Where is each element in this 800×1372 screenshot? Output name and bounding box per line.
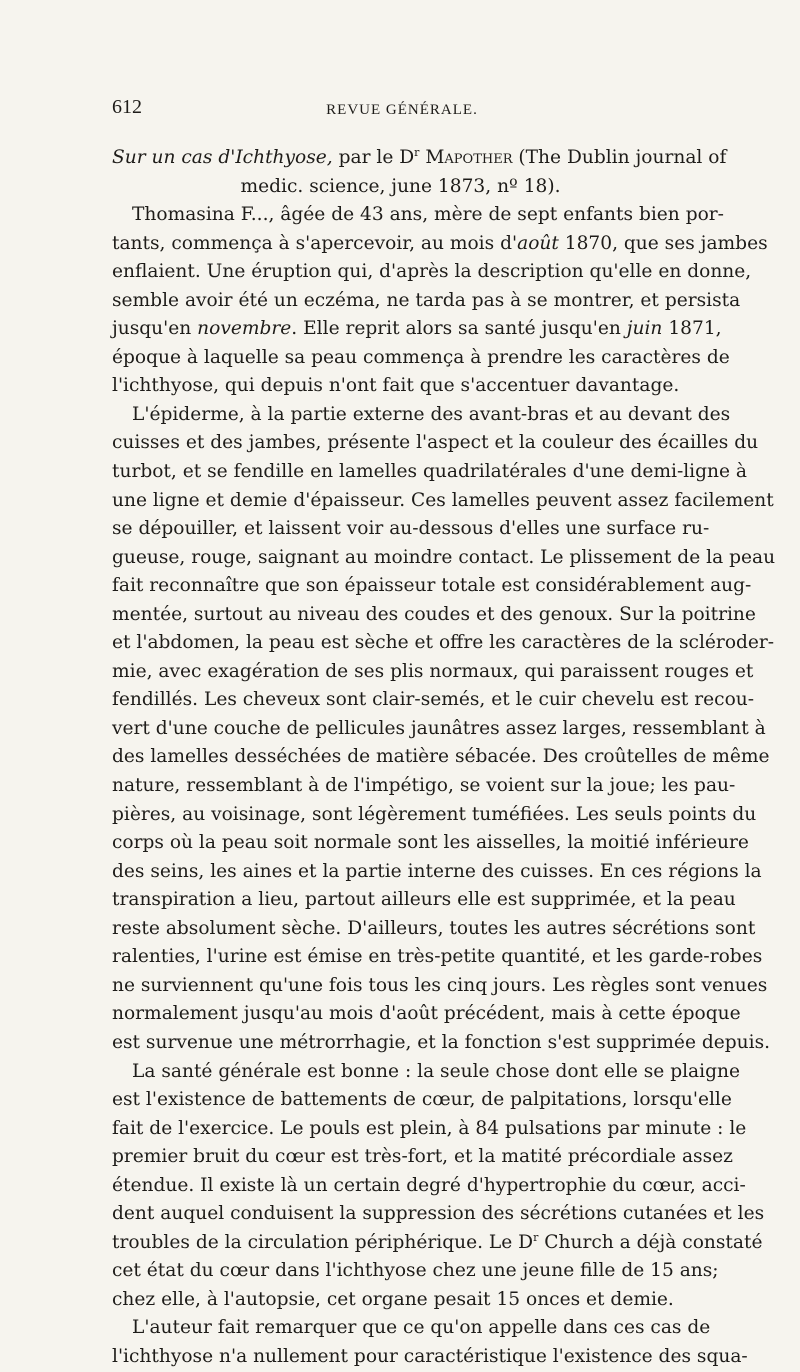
- citation-line-1: [112, 144, 727, 173]
- page-header: [112, 96, 692, 126]
- text-segment: pières, au voisinage, sont légèrement tuméfiées. Les seuls points du: [112, 803, 757, 825]
- italic-word: juin: [626, 318, 663, 340]
- text-line: [112, 1343, 748, 1372]
- text-segment: La santé générale est bonne : la seule chose dont elle se plaigne: [132, 1060, 740, 1082]
- text-segment: des seins, les aines et la partie interne des cuisses. En ces régions la: [112, 860, 762, 882]
- citation-by-sup: r: [414, 145, 420, 159]
- text-line: [112, 915, 756, 944]
- superscript: r: [533, 1230, 539, 1244]
- citation-line-2: [112, 173, 689, 202]
- text-line: [112, 429, 759, 458]
- text-segment: L'auteur fait remarquer que ce qu'on appelle dans ces cas de: [132, 1317, 711, 1339]
- italic-word: août: [517, 232, 559, 254]
- text-line: [112, 601, 756, 630]
- text-line: [112, 515, 710, 544]
- text-segment: dent auquel conduisent la suppression des sécrétions cutanées et les: [112, 1203, 765, 1225]
- text-segment: ralenties, l'urine est émise en très-petite quantité, et les garde-robes: [112, 946, 763, 968]
- text-segment: transpiration a lieu, partout ailleurs elle est supprimée, et la peau: [112, 889, 736, 911]
- text-segment: est l'existence de battements de cœur, de palpitations, lorsqu'elle: [112, 1089, 732, 1111]
- text-segment: fait de l'exercice. Le pouls est plein, à 84 pulsations par minute : le: [112, 1117, 747, 1139]
- text-line: [112, 743, 770, 772]
- text-line: [112, 972, 768, 1001]
- citation-source-2: medic. science, june 1873, nº 18).: [240, 175, 561, 197]
- text-line: [112, 401, 731, 430]
- text-line: [112, 344, 730, 373]
- text-line: [112, 1200, 765, 1229]
- text-line: [112, 715, 766, 744]
- text-line: [112, 801, 757, 830]
- text-line: [112, 372, 689, 401]
- text-segment: premier bruit du cœur est très-fort, et la matité précordiale assez: [112, 1146, 733, 1168]
- text-line: [112, 1058, 740, 1087]
- text-line: [112, 1229, 763, 1258]
- text-line: [112, 1286, 689, 1315]
- text-line: [112, 886, 736, 915]
- italic-word: novembre: [197, 318, 292, 340]
- text-line: [112, 658, 754, 687]
- text-line: [112, 1029, 771, 1058]
- text-segment: reste absolument sèche. D'ailleurs, toutes les autres sécrétions sont: [112, 917, 756, 939]
- text-segment: Church a déjà constaté: [538, 1231, 763, 1253]
- text-segment: normalement jusqu'au mois d'août précédent, mais à cette époque: [112, 1003, 741, 1025]
- text-segment: L'épiderme, à la partie externe des avant-bras et au devant des: [132, 403, 731, 425]
- text-segment: mentée, surtout au niveau des coudes et des genoux. Sur la poitrine: [112, 603, 756, 625]
- text-segment: fait reconnaître que son épaisseur totale est considérablement aug-: [112, 575, 752, 597]
- text-line: [112, 287, 741, 316]
- text-line: [112, 230, 768, 259]
- text-line: [112, 1257, 719, 1286]
- text-segment: et l'abdomen, la peau est sèche et offre les caractères de la scléroder-: [112, 632, 775, 654]
- text-segment: chez elle, à l'autopsie, cet organe pesait 15 onces et demie.: [112, 1288, 674, 1310]
- text-line: [112, 487, 774, 516]
- text-line: [112, 829, 749, 858]
- citation-by: par le D: [338, 147, 415, 168]
- text-segment: corps où la peau soit normale sont les aisselles, la moitié inférieure: [112, 832, 749, 854]
- text-segment: troubles de la circulation périphérique. Le D: [112, 1231, 534, 1253]
- text-segment: une ligne et demie d'épaisseur. Ces lamelles peuvent assez facilement: [112, 489, 774, 511]
- text-line: [112, 858, 762, 887]
- text-segment: nature, ressemblant à de l'impétigo, se voient sur la joue; les pau-: [112, 775, 736, 797]
- text-segment: mie, avec exagération de ses plis normaux, qui paraissent rouges et: [112, 660, 754, 682]
- text-line: [112, 629, 775, 658]
- text-segment: se dépouiller, et laissent voir au-dessous d'elles une surface ru-: [112, 518, 710, 540]
- text-line: [112, 544, 776, 573]
- text-line: [112, 201, 724, 230]
- running-head: REVUE GÉNÉRALE.: [326, 102, 478, 118]
- text-segment: des lamelles desséchées de matière sébacée. Des croûtelles de même: [112, 746, 770, 768]
- text-line: [112, 1314, 711, 1343]
- citation-source-1: (The Dublin journal of: [518, 147, 727, 168]
- text-line: [112, 572, 752, 601]
- text-segment: 1870, que ses jambes: [558, 232, 768, 254]
- text-segment: . Elle reprit alors sa santé jusqu'en: [291, 318, 627, 340]
- text-segment: gueuse, rouge, saignant au moindre contact. Le plissement de la peau: [112, 546, 776, 568]
- text-line: [112, 315, 722, 344]
- text-segment: époque à laquelle sa peau commença à prendre les caractères de: [112, 346, 730, 368]
- text-line: [112, 1143, 733, 1172]
- text-segment: cuisses et des jambes, présente l'aspect et la couleur des écailles du: [112, 432, 759, 454]
- text-line: [112, 458, 747, 487]
- article-body: [112, 144, 776, 1372]
- text-segment: enflaient. Une éruption qui, d'après la description qu'elle en donne,: [112, 261, 752, 283]
- text-line: [112, 1115, 747, 1144]
- text-segment: tants, commença à s'apercevoir, au mois d': [112, 232, 518, 254]
- text-segment: ne surviennent qu'une fois tous les cinq jours. Les règles sont venues: [112, 974, 768, 996]
- text-segment: étendue. Il existe là un certain degré d'hypertrophie du cœur, acci-: [112, 1174, 746, 1196]
- text-segment: turbot, et se fendille en lamelles quadrilatérales d'une demi-ligne à: [112, 461, 747, 483]
- text-line: [112, 1172, 746, 1201]
- text-segment: Thomasina F..., âgée de 43 ans, mère de sept enfants bien por-: [132, 204, 724, 226]
- text-segment: cet état du cœur dans l'ichthyose chez une jeune fille de 15 ans;: [112, 1260, 719, 1282]
- text-line: [112, 1086, 732, 1115]
- text-segment: semble avoir été un eczéma, ne tarda pas à se montrer, et persista: [112, 289, 741, 311]
- article-paragraphs: [112, 201, 776, 1371]
- text-line: [112, 258, 752, 287]
- text-segment: fendillés. Les cheveux sont clair-semés, et le cuir chevelu est recou-: [112, 689, 755, 711]
- text-line: [112, 1000, 741, 1029]
- text-line: [112, 686, 755, 715]
- text-line: [112, 943, 763, 972]
- article-title: Sur un cas d'Ichthyose,: [112, 147, 333, 168]
- page-number: 612: [112, 96, 142, 118]
- text-segment: 1871,: [662, 318, 722, 340]
- text-line: [112, 772, 736, 801]
- text-segment: vert d'une couche de pellicules jaunâtres assez larges, ressemblant à: [112, 717, 766, 739]
- text-segment: l'ichthyose n'a nullement pour caractéristique l'existence des squa-: [112, 1345, 748, 1367]
- text-segment: l'ichthyose, qui depuis n'ont fait que s'accentuer davantage.: [112, 375, 680, 397]
- text-segment: jusqu'en: [112, 318, 198, 340]
- article-author: Mapother: [425, 147, 513, 168]
- text-segment: est survenue une métrorrhagie, et la fonction s'est supprimée depuis.: [112, 1031, 771, 1053]
